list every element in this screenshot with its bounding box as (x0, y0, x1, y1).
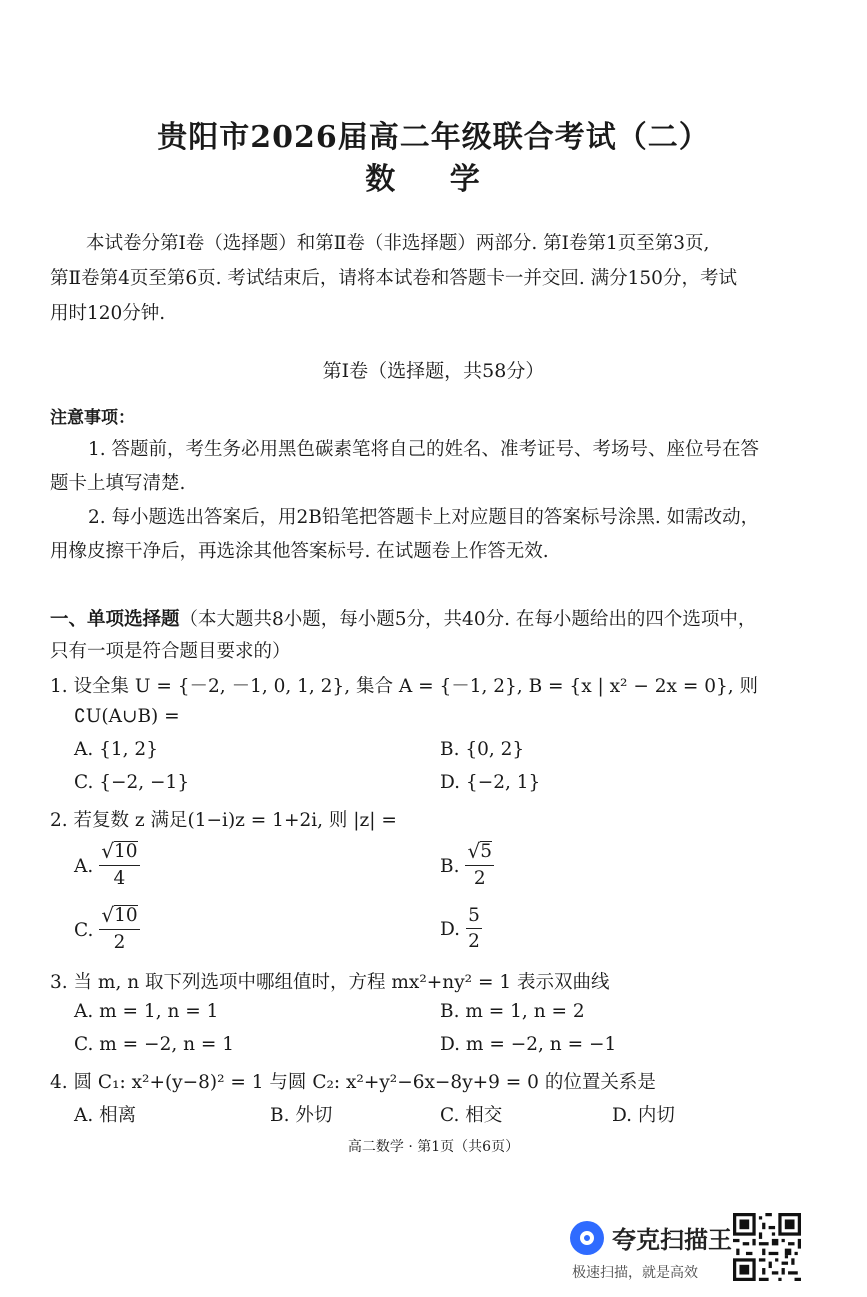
q2-option-b-radicand: 5 (480, 841, 493, 862)
brand-name: 夸克扫描王 (612, 1226, 732, 1254)
q2-option-a-fraction: √ 10 4 (99, 840, 139, 892)
q2-option-d-denominator: 2 (468, 931, 480, 952)
intro-line-1: 本试卷分第Ⅰ卷（选择题）和第Ⅱ卷（非选择题）两部分. 第Ⅰ卷第1页至第3页, (86, 233, 710, 254)
note-1-line-1: 1. 答题前，考生务必用黑色碳素笔将自己的姓名、准考证号、考场号、座位号在答 (88, 439, 760, 460)
page-footer: 高二数学 · 第1页（共6页） (347, 1139, 520, 1155)
q2-stem: 2. 若复数 z 满足(1−i)z = 1+2i, 则 |z| = (50, 810, 397, 831)
q4-option-a: A. 相离 (74, 1105, 137, 1126)
note-1-line-2: 题卡上填写清楚. (50, 473, 186, 494)
q1-option-b: B. {0, 2} (440, 739, 525, 760)
q1-option-d: D. {−2, 1} (440, 772, 541, 793)
q2-option-c-label: C. (74, 919, 94, 941)
q2-option-a-denominator: 4 (113, 868, 126, 889)
q1-option-c: C. {−2, −1} (74, 772, 190, 793)
intro-line-2: 第Ⅱ卷第4页至第6页. 考试结束后，请将本试卷和答题卡一并交回. 满分150分，考试 (50, 268, 737, 289)
q2-option-c-fraction: √ 10 2 (99, 904, 139, 956)
q2-option-a-label: A. (74, 855, 94, 877)
q2-option-b (440, 840, 494, 892)
q3-stem: 3. 当 m, n 取下列选项中哪组值时，方程 mx²+ny² = 1 表示双曲线 (50, 972, 610, 993)
scanner-brand (570, 1220, 732, 1255)
intro-line-3: 用时120分钟. (50, 303, 166, 324)
part1-desc-1: （本大题共8小题，每小题5分，共40分. 在每小题给出的四个选项中， (179, 609, 757, 630)
q2-option-d (440, 904, 482, 955)
q3-option-d: D. m = −2, n = −1 (440, 1034, 617, 1055)
part1-heading: 一、单项选择题 (50, 609, 180, 630)
quark-logo-icon (570, 1221, 604, 1255)
q4-option-d: D. 内切 (612, 1105, 675, 1126)
q3-option-c: C. m = −2, n = 1 (74, 1034, 235, 1055)
q2-option-c (74, 904, 140, 956)
q1-stem-line-2: ∁U(A∪B) = (74, 706, 180, 727)
notes-heading: 注意事项： (50, 408, 135, 428)
subject-title: 数 学 (365, 162, 502, 197)
q2-option-a-radicand: 10 (114, 841, 138, 862)
exam-title: 贵阳市2026届高二年级联合考试（二） (157, 120, 710, 155)
q3-option-b: B. m = 1, n = 2 (440, 1001, 585, 1022)
brand-slogan: 极速扫描，就是高效 (572, 1265, 698, 1281)
qr-code-icon (733, 1213, 801, 1281)
q4-option-b: B. 外切 (270, 1105, 333, 1126)
q2-option-b-label: B. (440, 855, 460, 877)
q3-option-a: A. m = 1, n = 1 (74, 1001, 219, 1022)
q2-option-c-denominator: 2 (113, 932, 126, 953)
q2-option-b-denominator: 2 (473, 868, 486, 889)
q1-stem-line-1: 1. 设全集 U = {－2, －1, 0, 1, 2}, 集合 A = {－1, 2}, B = {x | x² − 2x = 0}, 则 (50, 676, 759, 697)
part1-heading-row (50, 602, 756, 638)
q2-option-c-radicand: 10 (114, 905, 138, 926)
note-2-line-2: 用橡皮擦干净后，再选涂其他答案标号. 在试题卷上作答无效. (50, 541, 549, 562)
note-2-line-1: 2. 每小题选出答案后，用2B铅笔把答题卡上对应题目的答案标号涂黑. 如需改动， (88, 507, 760, 528)
q4-stem: 4. 圆 C₁: x²+(y−8)² = 1 与圆 C₂: x²+y²−6x−8y+9 = 0 的位置关系是 (50, 1072, 656, 1093)
q2-option-d-fraction (466, 904, 482, 955)
q4-option-c: C. 相交 (440, 1105, 503, 1126)
section-title: 第Ⅰ卷（选择题，共58分） (322, 360, 545, 382)
q2-option-d-numerator: 5 (466, 904, 482, 929)
q2-option-d-label: D. (440, 919, 461, 940)
part1-desc-2: 只有一项是符合题目要求的） (50, 641, 291, 662)
q2-option-a (74, 840, 140, 892)
q1-option-a: A. {1, 2} (74, 739, 158, 760)
q2-option-b-fraction: √ 5 2 (465, 840, 494, 892)
